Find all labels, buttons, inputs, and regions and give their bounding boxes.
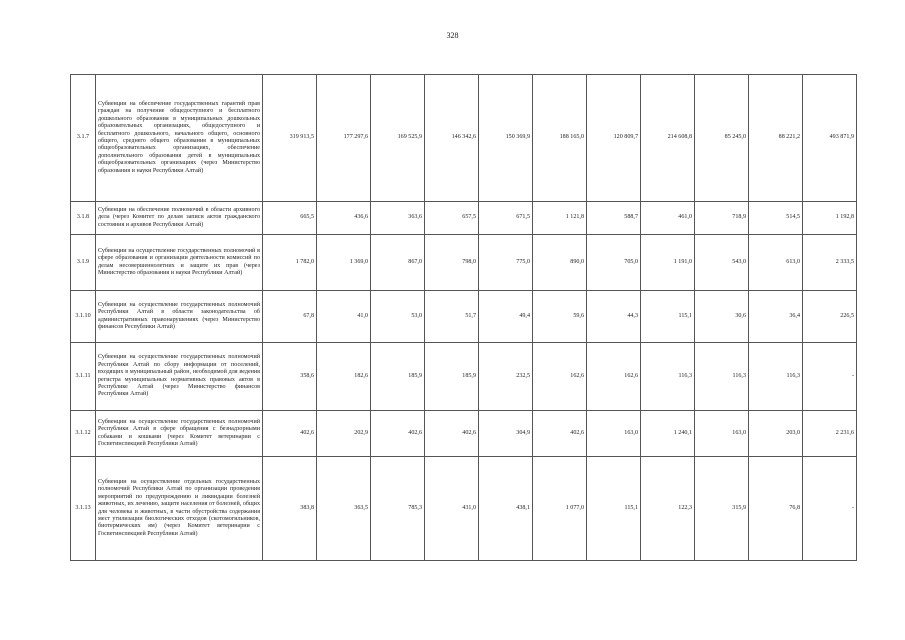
row-value: 214 608,8 xyxy=(641,75,695,202)
row-value: 402,6 xyxy=(371,411,425,457)
subvention-table xyxy=(70,74,857,561)
row-value: 59,6 xyxy=(533,291,587,343)
row-value: 461,0 xyxy=(641,202,695,235)
page-number: 328 xyxy=(446,31,459,40)
row-value: 402,6 xyxy=(425,411,479,457)
row-value: 671,5 xyxy=(479,202,533,235)
row-value: 613,0 xyxy=(749,235,803,291)
row-value: 588,7 xyxy=(587,202,641,235)
row-value: 436,6 xyxy=(317,202,371,235)
row-value: 705,0 xyxy=(587,235,641,291)
row-value: 182,6 xyxy=(317,343,371,411)
table-row xyxy=(71,457,857,561)
row-value: 785,3 xyxy=(371,457,425,561)
row-value: 493 871,9 xyxy=(803,75,857,202)
row-description: Субвенции на обеспечение государственных гарантий прав граждан на получение общедоступного и бесплатного дошкольного образования в муниципальных дошкольных образовательных организациях, общедоступного и бесплатного дошкольного, начального общего, основного общего, среднего общего образования в муниципальных общеобразовательных организациях, обеспечение дополнительного образования детей в муниципальных общеобразовательных организациях (через Министерство образования и науки Республики Алтай) xyxy=(96,75,263,202)
row-value: 163,0 xyxy=(587,411,641,457)
row-value: 44,3 xyxy=(587,291,641,343)
table-row xyxy=(71,343,857,411)
row-value: 1 191,0 xyxy=(641,235,695,291)
row-value: 51,7 xyxy=(425,291,479,343)
row-code: 3.1.8 xyxy=(71,202,96,235)
row-value: 120 809,7 xyxy=(587,75,641,202)
row-code: 3.1.12 xyxy=(71,411,96,457)
row-description: Субвенции на осуществление государственных полномочий в сфере образования и организации деятельности комиссий по делам несовершеннолетних и защите их прав (через Министерство образования и науки Республики Алтай) xyxy=(96,235,263,291)
row-value: 718,9 xyxy=(695,202,749,235)
table-body xyxy=(71,75,857,561)
row-value: 36,4 xyxy=(749,291,803,343)
row-value: 1 782,0 xyxy=(263,235,317,291)
row-value: 1 121,8 xyxy=(533,202,587,235)
row-value: 402,6 xyxy=(263,411,317,457)
row-value: 53,0 xyxy=(371,291,425,343)
row-value: 1 192,8 xyxy=(803,202,857,235)
row-value: 867,0 xyxy=(371,235,425,291)
row-description: Субвенции на осуществление отдельных государственных полномочий Республики Алтай по организации проведения мероприятий по предупреждению и ликвидации болезней животных, их лечению, защите населения от болезней, общих для человека и животных, в части обустройства содержания мест утилизации биологических отходов (скотомогильников, биотермических ям) (через Комитет ветеринарии с Госветинспекцией Республики Алтай) xyxy=(96,457,263,561)
row-value: 2 333,5 xyxy=(803,235,857,291)
row-value: 185,9 xyxy=(425,343,479,411)
row-value: 232,5 xyxy=(479,343,533,411)
row-value: 1 369,0 xyxy=(317,235,371,291)
row-value: 514,5 xyxy=(749,202,803,235)
table-row xyxy=(71,291,857,343)
row-value: 30,6 xyxy=(695,291,749,343)
row-value: 657,5 xyxy=(425,202,479,235)
row-value: 438,1 xyxy=(479,457,533,561)
row-value: 775,0 xyxy=(479,235,533,291)
row-value: 49,4 xyxy=(479,291,533,343)
row-value: 116,3 xyxy=(695,343,749,411)
table-row xyxy=(71,411,857,457)
row-value: 358,6 xyxy=(263,343,317,411)
row-description: Субвенции на осуществление государственных полномочий Республики Алтай в сфере обращения с безнадзорными собаками и кошками (через Комитет ветеринарии с Госветинспекцией Республики Алтай) xyxy=(96,411,263,457)
row-value: 150 369,9 xyxy=(479,75,533,202)
row-value: 188 165,0 xyxy=(533,75,587,202)
row-value: 226,5 xyxy=(803,291,857,343)
row-description: Субвенции на осуществление государственных полномочий Республики Алтай в области законодательства об административных правонарушениях (через Министерство финансов Республики Алтай) xyxy=(96,291,263,343)
row-value: 363,6 xyxy=(371,202,425,235)
row-value: 169 525,9 xyxy=(371,75,425,202)
table-row xyxy=(71,202,857,235)
row-code: 3.1.7 xyxy=(71,75,96,202)
row-value: 115,1 xyxy=(587,457,641,561)
row-value: 76,8 xyxy=(749,457,803,561)
row-value: 162,6 xyxy=(587,343,641,411)
row-value: 431,0 xyxy=(425,457,479,561)
row-value: 319 913,5 xyxy=(263,75,317,202)
row-value: - xyxy=(803,343,857,411)
row-value: 115,1 xyxy=(641,291,695,343)
row-value: 146 342,6 xyxy=(425,75,479,202)
row-code: 3.1.11 xyxy=(71,343,96,411)
row-value: 543,0 xyxy=(695,235,749,291)
row-value: 162,6 xyxy=(533,343,587,411)
row-value: - xyxy=(803,457,857,561)
row-value: 1 077,0 xyxy=(533,457,587,561)
row-value: 402,6 xyxy=(533,411,587,457)
row-value: 665,5 xyxy=(263,202,317,235)
row-value: 185,9 xyxy=(371,343,425,411)
table-row xyxy=(71,75,857,202)
row-value: 383,8 xyxy=(263,457,317,561)
table-row xyxy=(71,235,857,291)
row-value: 163,0 xyxy=(695,411,749,457)
row-value: 67,8 xyxy=(263,291,317,343)
row-value: 177 297,6 xyxy=(317,75,371,202)
row-value: 304,9 xyxy=(479,411,533,457)
row-value: 41,0 xyxy=(317,291,371,343)
row-description: Субвенции на обеспечение полномочий в области архивного дела (через Комитет по делам записи актов гражданского состояния и архивов Республики Алтай) xyxy=(96,202,263,235)
row-value: 88 221,2 xyxy=(749,75,803,202)
row-value: 85 245,0 xyxy=(695,75,749,202)
row-value: 116,3 xyxy=(749,343,803,411)
row-value: 116,3 xyxy=(641,343,695,411)
row-value: 798,0 xyxy=(425,235,479,291)
row-value: 122,3 xyxy=(641,457,695,561)
row-value: 363,5 xyxy=(317,457,371,561)
row-code: 3.1.13 xyxy=(71,457,96,561)
row-description: Субвенции на осуществление государственных полномочий Республики Алтай по сбору информации от поселений, входящих в муниципальный район, необходимой для ведения регистра муниципальных нормативных правовых актов в Республике Алтай (через Министерство финансов Республики Алтай) xyxy=(96,343,263,411)
row-value: 202,9 xyxy=(317,411,371,457)
row-value: 203,0 xyxy=(749,411,803,457)
row-value: 1 240,1 xyxy=(641,411,695,457)
row-value: 890,0 xyxy=(533,235,587,291)
row-value: 2 231,6 xyxy=(803,411,857,457)
row-value: 315,9 xyxy=(695,457,749,561)
row-code: 3.1.9 xyxy=(71,235,96,291)
row-code: 3.1.10 xyxy=(71,291,96,343)
